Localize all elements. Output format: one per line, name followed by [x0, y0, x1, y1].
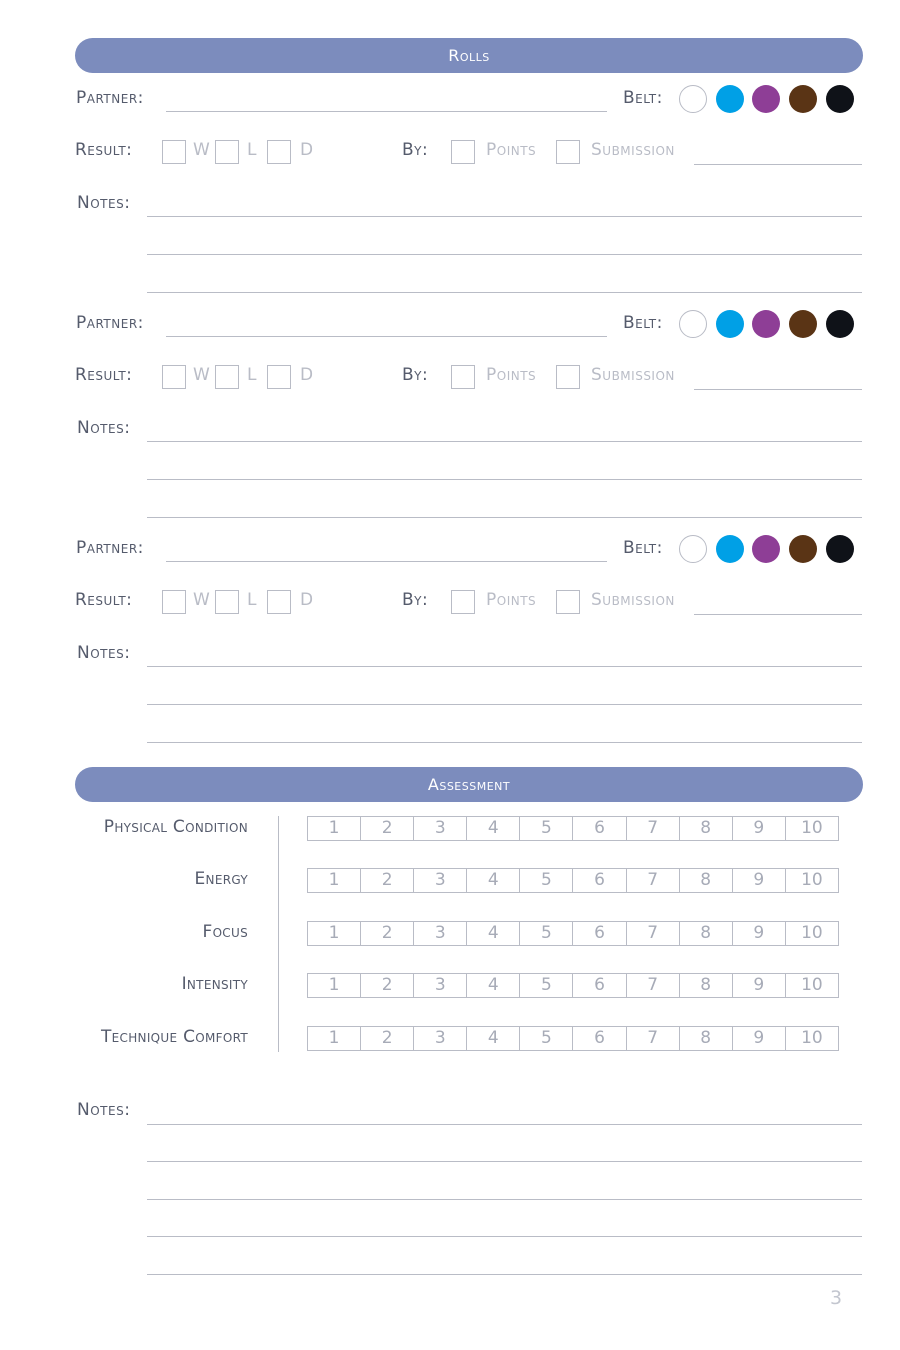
draw-label: D: [300, 365, 314, 385]
rating-cell[interactable]: 6: [573, 817, 626, 840]
rating-cell[interactable]: 9: [733, 922, 786, 945]
points-label: Points: [486, 365, 537, 385]
rating-cell[interactable]: 2: [361, 1027, 414, 1050]
notes-line[interactable]: [147, 704, 862, 705]
rating-cell[interactable]: 8: [680, 922, 733, 945]
rating-cell[interactable]: 7: [627, 869, 680, 892]
rating-cell[interactable]: 6: [573, 974, 626, 997]
rating-scale-energy: [307, 868, 839, 893]
rating-cell[interactable]: 7: [627, 974, 680, 997]
rating-scale-focus: [307, 921, 839, 946]
rating-scale-technique-comfort: [307, 1026, 839, 1051]
loss-label: L: [247, 365, 257, 385]
rating-cell[interactable]: 1: [308, 974, 361, 997]
partner-field[interactable]: [166, 111, 607, 112]
notes-line[interactable]: [147, 292, 862, 293]
rating-cell[interactable]: 5: [520, 974, 573, 997]
points-checkbox[interactable]: [451, 365, 475, 389]
draw-label: D: [300, 140, 314, 160]
loss-label: L: [247, 590, 257, 610]
rating-cell[interactable]: 2: [361, 922, 414, 945]
notes-line[interactable]: [147, 1199, 862, 1200]
belt-black-option[interactable]: [826, 85, 854, 113]
submission-type-field[interactable]: [694, 614, 862, 615]
rating-cell[interactable]: 9: [733, 869, 786, 892]
notes-label: Notes:: [77, 643, 131, 663]
assessment-label-technique-comfort: Technique Comfort: [100, 1027, 248, 1047]
notes-line[interactable]: [147, 216, 862, 217]
notes-line[interactable]: [147, 517, 862, 518]
submission-type-field[interactable]: [694, 164, 862, 165]
belt-brown-option[interactable]: [789, 85, 817, 113]
rating-cell[interactable]: 9: [733, 1027, 786, 1050]
partner-label: Partner:: [76, 88, 144, 108]
points-label: Points: [486, 140, 537, 160]
loss-checkbox[interactable]: [215, 140, 239, 164]
rating-cell[interactable]: 3: [414, 922, 467, 945]
notes-line[interactable]: [147, 479, 862, 480]
rating-cell[interactable]: 10: [801, 1028, 823, 1048]
rating-cell[interactable]: 6: [573, 922, 626, 945]
rating-cell[interactable]: 8: [680, 1027, 733, 1050]
result-label: Result:: [75, 365, 133, 385]
belt-blue-option[interactable]: [716, 310, 744, 338]
notes-line[interactable]: [147, 1274, 862, 1275]
partner-label: Partner:: [76, 538, 144, 558]
assessment-label-focus: Focus: [202, 922, 248, 942]
rating-cell[interactable]: 9: [733, 817, 786, 840]
rating-cell[interactable]: 10: [801, 818, 823, 838]
notes-line[interactable]: [147, 742, 862, 743]
by-label: By:: [402, 365, 429, 385]
rating-cell[interactable]: 5: [520, 817, 573, 840]
rating-scale-intensity: [307, 973, 839, 998]
assessment-notes-label: Notes:: [77, 1100, 131, 1120]
draw-label: D: [300, 590, 314, 610]
by-label: By:: [402, 140, 429, 160]
belt-label: Belt:: [623, 88, 663, 108]
rating-cell[interactable]: 7: [627, 1027, 680, 1050]
rating-cell[interactable]: 8: [680, 869, 733, 892]
rating-cell[interactable]: 1: [308, 1027, 361, 1050]
belt-blue-option[interactable]: [716, 85, 744, 113]
notes-line[interactable]: [147, 1161, 862, 1162]
submission-checkbox[interactable]: [556, 365, 580, 389]
rating-cell[interactable]: 3: [414, 869, 467, 892]
rating-cell[interactable]: 9: [733, 974, 786, 997]
notes-label: Notes:: [77, 418, 131, 438]
points-checkbox[interactable]: [451, 140, 475, 164]
rolls-header: Rolls: [75, 38, 863, 73]
submission-type-field[interactable]: [694, 389, 862, 390]
submission-label: Submission: [591, 140, 675, 160]
notes-label: Notes:: [77, 193, 131, 213]
assessment-divider: [278, 816, 279, 1052]
win-label: W: [193, 140, 211, 160]
rating-cell[interactable]: 4: [467, 869, 520, 892]
assessment-header: Assessment: [75, 767, 863, 802]
belt-brown-option[interactable]: [789, 535, 817, 563]
belt-label: Belt:: [623, 538, 663, 558]
belt-white-option[interactable]: [679, 85, 707, 113]
rating-cell[interactable]: 10: [801, 923, 823, 943]
loss-label: L: [247, 140, 257, 160]
rating-cell[interactable]: 5: [520, 1027, 573, 1050]
rating-cell[interactable]: 1: [308, 922, 361, 945]
rating-cell[interactable]: 8: [680, 817, 733, 840]
rating-cell[interactable]: 3: [414, 974, 467, 997]
submission-label: Submission: [591, 590, 675, 610]
by-label: By:: [402, 590, 429, 610]
rating-cell[interactable]: 3: [414, 1027, 467, 1050]
result-label: Result:: [75, 140, 133, 160]
rating-cell[interactable]: 1: [308, 869, 361, 892]
page-number: 3: [830, 1287, 843, 1309]
rating-cell[interactable]: 4: [467, 974, 520, 997]
partner-label: Partner:: [76, 313, 144, 333]
rating-cell[interactable]: 8: [680, 974, 733, 997]
rating-cell[interactable]: 2: [361, 974, 414, 997]
belt-label: Belt:: [623, 313, 663, 333]
draw-checkbox[interactable]: [267, 140, 291, 164]
submission-checkbox[interactable]: [556, 140, 580, 164]
rating-cell[interactable]: 7: [627, 817, 680, 840]
loss-checkbox[interactable]: [215, 590, 239, 614]
rating-cell[interactable]: 10: [801, 870, 823, 890]
belt-black-option[interactable]: [826, 310, 854, 338]
belt-white-option[interactable]: [679, 535, 707, 563]
points-checkbox[interactable]: [451, 590, 475, 614]
rating-cell[interactable]: 5: [520, 922, 573, 945]
notes-line[interactable]: [147, 1124, 862, 1125]
belt-purple-option[interactable]: [752, 85, 780, 113]
rating-cell[interactable]: 1: [308, 817, 361, 840]
belt-black-option[interactable]: [826, 535, 854, 563]
rating-cell[interactable]: 7: [627, 922, 680, 945]
rating-cell[interactable]: 2: [361, 869, 414, 892]
belt-purple-option[interactable]: [752, 310, 780, 338]
rating-cell[interactable]: 4: [467, 1027, 520, 1050]
rating-cell[interactable]: 6: [573, 1027, 626, 1050]
submission-checkbox[interactable]: [556, 590, 580, 614]
loss-checkbox[interactable]: [215, 365, 239, 389]
rating-cell[interactable]: 10: [801, 975, 823, 995]
win-label: W: [193, 365, 211, 385]
partner-field[interactable]: [166, 336, 607, 337]
notes-line[interactable]: [147, 441, 862, 442]
rating-cell[interactable]: 4: [467, 922, 520, 945]
result-label: Result:: [75, 590, 133, 610]
belt-brown-option[interactable]: [789, 310, 817, 338]
rating-cell[interactable]: 6: [573, 869, 626, 892]
win-checkbox[interactable]: [162, 590, 186, 614]
rating-cell[interactable]: 3: [414, 817, 467, 840]
rating-cell[interactable]: 4: [467, 817, 520, 840]
rating-cell[interactable]: 5: [520, 869, 573, 892]
notes-line[interactable]: [147, 666, 862, 667]
rating-scale-physical-condition: [307, 816, 839, 841]
assessment-label-energy: Energy: [194, 869, 248, 889]
partner-field[interactable]: [166, 561, 607, 562]
win-checkbox[interactable]: [162, 365, 186, 389]
win-label: W: [193, 590, 211, 610]
win-checkbox[interactable]: [162, 140, 186, 164]
notes-line[interactable]: [147, 1236, 862, 1237]
points-label: Points: [486, 590, 537, 610]
rating-cell[interactable]: 2: [361, 817, 414, 840]
belt-blue-option[interactable]: [716, 535, 744, 563]
belt-purple-option[interactable]: [752, 535, 780, 563]
draw-checkbox[interactable]: [267, 590, 291, 614]
notes-line[interactable]: [147, 254, 862, 255]
submission-label: Submission: [591, 365, 675, 385]
assessment-label-physical-condition: Physical Condition: [103, 817, 248, 837]
draw-checkbox[interactable]: [267, 365, 291, 389]
belt-white-option[interactable]: [679, 310, 707, 338]
assessment-label-intensity: Intensity: [181, 974, 248, 994]
